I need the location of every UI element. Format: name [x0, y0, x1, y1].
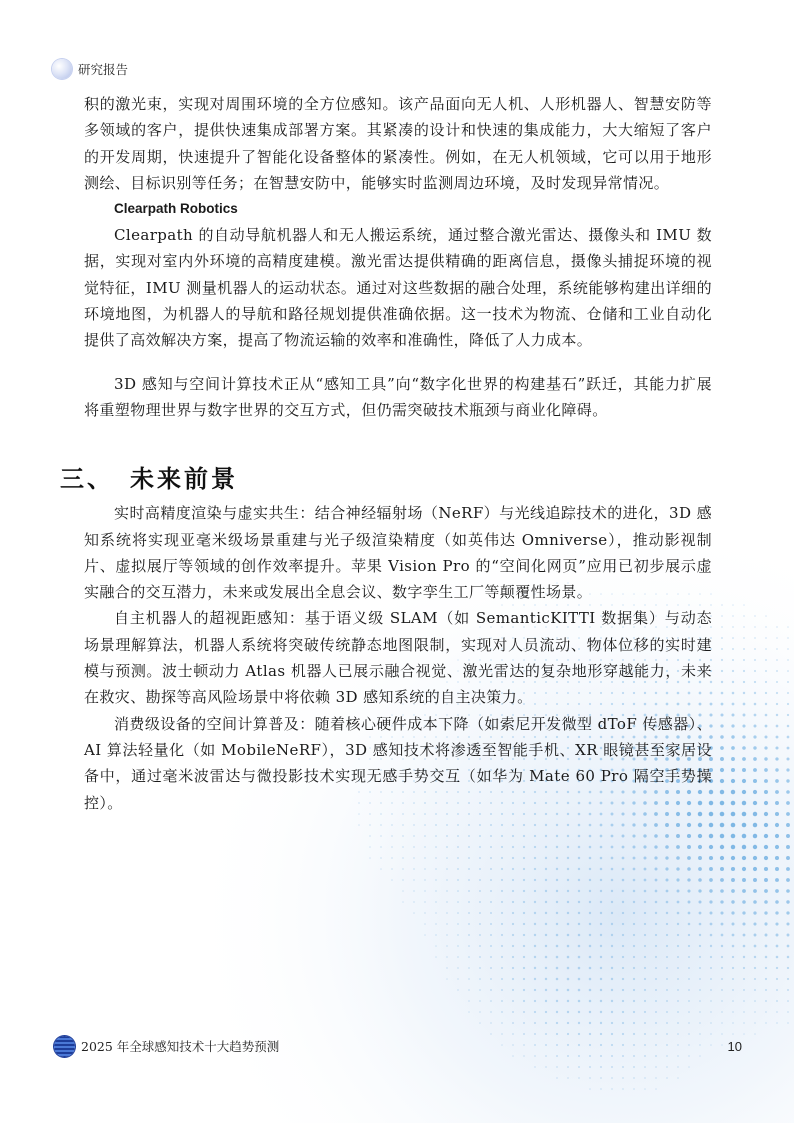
page-footer — [54, 1033, 742, 1059]
section-paragraph: 消费级设备的空间计算普及：随着核心硬件成本下降（如索尼开发微型 dToF 传感器）、AI 算法轻量化（如 MobileNeRF），3D 感知技术将渗透至智能手机、XR 眼镜甚至家居设备中，通过毫米波雷达与微投影技术实现无感手势交互（如华为 Mate 60 Pro 隔空手势操控）。 — [84, 714, 712, 812]
section-number: 三、 — [60, 464, 114, 493]
page-number: 10 — [727, 1038, 742, 1054]
company-description: Clearpath 的自动导航机器人和无人搬运系统，通过整合激光雷达、摄像头和 IMU 数据，实现对室内外环境的高精度建模。激光雷达提供精确的距离信息，摄像头捕捉环境的视觉特征，IMU 测量机器人的运动状态。通过对这些数据的融合处理，系统能够构建出详细的环境地图，为机器人的导航和路径规划提供准确依据。这一技术为物流、仓储和工业自动化提供了高效解决方案，提高了物流运输的效率和准确性，降低了人力成本。 — [84, 226, 712, 350]
company-heading: Clearpath Robotics — [114, 201, 238, 217]
page-content — [60, 91, 712, 816]
summary-paragraph: 3D 感知与空间计算技术正从“感知工具”向“数字化世界的构建基石”跃迁，其能力扩展将重塑物理世界与数字世界的交互方式，但仍需突破技术瓶颈与商业化障碍。 — [84, 374, 712, 419]
footer-title: 2025 年全球感知技术十大趋势预测 — [81, 1039, 280, 1054]
report-logo-icon — [52, 59, 72, 79]
section-paragraph: 自主机器人的超视距感知：基于语义级 SLAM（如 SemanticKITTI 数据集）与动态场景理解算法，机器人系统将突破传统静态地图限制，实现对人员流动、物体位移的实时建模与预测。波士顿动力 Atlas 机器人已展示融合视觉、激光雷达的复杂地形穿越能力，未来在救灾、勘探等高风险场景中将依赖 3D 感知系统的自主决策力。 — [84, 609, 712, 707]
section-heading — [60, 459, 712, 493]
section-title: 未来前景 — [130, 464, 238, 493]
page-header — [52, 58, 128, 80]
section-body — [84, 500, 712, 816]
globe-logo-icon — [54, 1036, 75, 1057]
paragraph-continuation: 积的激光束，实现对周围环境的全方位感知。该产品面向无人机、人形机器人、智慧安防等多领域的客户，提供快速集成部署方案。其紧凑的设计和快速的集成能力，大大缩短了客户的开发周期，快速提升了智能化设备整体的紧凑性。例如，在无人机领域，它可以用于地形测绘、目标识别等任务；在智慧安防中，能够实时监测周边环境，及时发现异常情况。 — [84, 95, 712, 192]
section-paragraph: 实时高精度渲染与虚实共生：结合神经辐射场（NeRF）与光线追踪技术的进化，3D 感知系统将实现亚毫米级场景重建与光子级渲染精度（如英伟达 Omniverse），推动影视制片、虚拟展厅等领域的创作效率提升。苹果 Vision Pro 的“空间化网页”应用已初步展示虚实融合的交互潜力，未来或发展出全息会议、数字孪生工厂等颠覆性场景。 — [84, 504, 712, 602]
header-title: 研究报告 — [78, 62, 129, 77]
